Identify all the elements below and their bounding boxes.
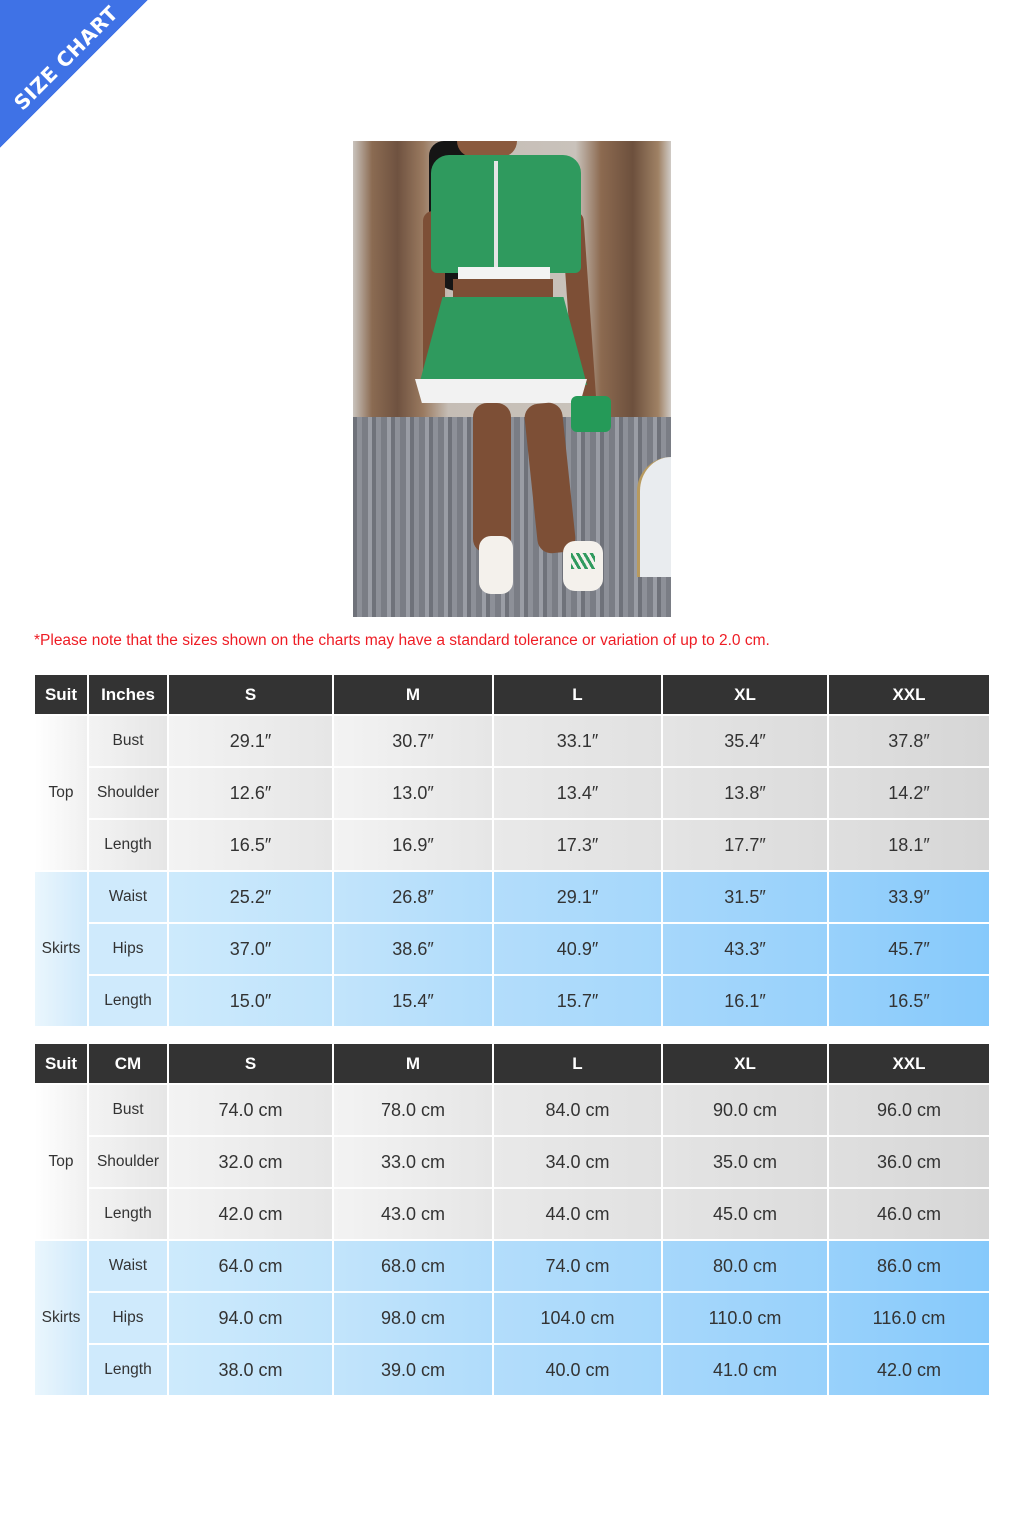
measure-label: Waist (89, 1241, 167, 1291)
size-value: 80.0 cm (663, 1241, 827, 1291)
size-value: 42.0 cm (829, 1345, 989, 1395)
measure-label: Waist (89, 872, 167, 922)
photo-leg-left (473, 403, 511, 553)
header-size-xl: XL (663, 1044, 827, 1083)
size-value: 90.0 cm (663, 1085, 827, 1135)
size-chart-ribbon (0, 0, 148, 148)
size-value: 29.1″ (494, 872, 661, 922)
cm-size-table (33, 1042, 991, 1397)
header-size-s: S (169, 675, 332, 714)
table-header-row (35, 675, 989, 714)
size-value: 16.5″ (169, 820, 332, 870)
size-value: 98.0 cm (334, 1293, 492, 1343)
tolerance-note: *Please note that the sizes shown on the charts may have a standard tolerance or variation of up to 2.0 cm. (34, 632, 770, 649)
size-value: 38.6″ (334, 924, 492, 974)
photo-crop-top (431, 155, 581, 273)
measure-label: Shoulder (89, 1137, 167, 1187)
table-row (35, 872, 989, 922)
size-value: 43.3″ (663, 924, 827, 974)
size-value: 45.0 cm (663, 1189, 827, 1239)
size-value: 30.7″ (334, 716, 492, 766)
size-value: 16.5″ (829, 976, 989, 1026)
size-value: 64.0 cm (169, 1241, 332, 1291)
size-value: 35.0 cm (663, 1137, 827, 1187)
size-value: 40.0 cm (494, 1345, 661, 1395)
size-value: 68.0 cm (334, 1241, 492, 1291)
size-value: 44.0 cm (494, 1189, 661, 1239)
table-row (35, 924, 989, 974)
product-photo (353, 141, 671, 617)
size-value: 116.0 cm (829, 1293, 989, 1343)
size-value: 33.1″ (494, 716, 661, 766)
header-suit: Suit (35, 1044, 87, 1083)
header-size-l: L (494, 1044, 661, 1083)
table-row (35, 1189, 989, 1239)
size-value: 29.1″ (169, 716, 332, 766)
photo-zipper (494, 161, 498, 279)
size-value: 18.1″ (829, 820, 989, 870)
photo-handbag (571, 396, 611, 432)
table-header-row (35, 1044, 989, 1083)
header-size-m: M (334, 1044, 492, 1083)
table-row (35, 768, 989, 818)
photo-mirror (637, 457, 671, 577)
size-value: 86.0 cm (829, 1241, 989, 1291)
measure-label: Length (89, 1345, 167, 1395)
group-top: Top (35, 716, 87, 870)
measure-label: Bust (89, 716, 167, 766)
size-value: 46.0 cm (829, 1189, 989, 1239)
size-value: 34.0 cm (494, 1137, 661, 1187)
measure-label: Bust (89, 1085, 167, 1135)
measure-label: Length (89, 976, 167, 1026)
size-value: 74.0 cm (169, 1085, 332, 1135)
size-value: 15.4″ (334, 976, 492, 1026)
size-value: 13.4″ (494, 768, 661, 818)
size-value: 13.0″ (334, 768, 492, 818)
table-row (35, 820, 989, 870)
size-value: 16.1″ (663, 976, 827, 1026)
table-row (35, 716, 989, 766)
header-size-m: M (334, 675, 492, 714)
size-value: 43.0 cm (334, 1189, 492, 1239)
size-value: 26.8″ (334, 872, 492, 922)
measure-label: Length (89, 1189, 167, 1239)
size-value: 17.3″ (494, 820, 661, 870)
size-value: 32.0 cm (169, 1137, 332, 1187)
size-value: 17.7″ (663, 820, 827, 870)
measure-label: Hips (89, 924, 167, 974)
photo-shoe-left (479, 536, 513, 594)
size-value: 31.5″ (663, 872, 827, 922)
size-value: 15.7″ (494, 976, 661, 1026)
size-value: 78.0 cm (334, 1085, 492, 1135)
header-size-xxl: XXL (829, 1044, 989, 1083)
inches-size-table (33, 673, 991, 1028)
size-value: 37.0″ (169, 924, 332, 974)
table-row (35, 1293, 989, 1343)
size-value: 35.4″ (663, 716, 827, 766)
measure-label: Shoulder (89, 768, 167, 818)
size-value: 74.0 cm (494, 1241, 661, 1291)
ribbon-label: SIZE CHART (9, 1, 123, 115)
table-row (35, 1241, 989, 1291)
photo-floor (353, 417, 671, 617)
size-value: 38.0 cm (169, 1345, 332, 1395)
size-value: 39.0 cm (334, 1345, 492, 1395)
size-value: 110.0 cm (663, 1293, 827, 1343)
photo-skirt-hem (415, 379, 587, 403)
header-size-xl: XL (663, 675, 827, 714)
size-value: 33.9″ (829, 872, 989, 922)
size-value: 25.2″ (169, 872, 332, 922)
size-value: 42.0 cm (169, 1189, 332, 1239)
size-value: 94.0 cm (169, 1293, 332, 1343)
measure-label: Hips (89, 1293, 167, 1343)
photo-shoe-stripes (571, 553, 595, 569)
header-size-xxl: XXL (829, 675, 989, 714)
size-value: 12.6″ (169, 768, 332, 818)
size-value: 37.8″ (829, 716, 989, 766)
size-value: 41.0 cm (663, 1345, 827, 1395)
size-value: 96.0 cm (829, 1085, 989, 1135)
header-suit: Suit (35, 675, 87, 714)
group-skirts: Skirts (35, 872, 87, 1026)
size-value: 84.0 cm (494, 1085, 661, 1135)
photo-midriff (453, 279, 553, 299)
header-unit: CM (89, 1044, 167, 1083)
table-row (35, 1085, 989, 1135)
photo-top-band (458, 267, 550, 279)
size-value: 33.0 cm (334, 1137, 492, 1187)
header-size-l: L (494, 675, 661, 714)
header-unit: Inches (89, 675, 167, 714)
size-value: 14.2″ (829, 768, 989, 818)
size-value: 104.0 cm (494, 1293, 661, 1343)
size-value: 40.9″ (494, 924, 661, 974)
table-row (35, 976, 989, 1026)
measure-label: Length (89, 820, 167, 870)
table-row (35, 1345, 989, 1395)
size-value: 15.0″ (169, 976, 332, 1026)
size-value: 45.7″ (829, 924, 989, 974)
photo-skirt (419, 297, 587, 385)
size-value: 36.0 cm (829, 1137, 989, 1187)
size-value: 16.9″ (334, 820, 492, 870)
size-value: 13.8″ (663, 768, 827, 818)
group-skirts: Skirts (35, 1241, 87, 1395)
group-top: Top (35, 1085, 87, 1239)
header-size-s: S (169, 1044, 332, 1083)
table-row (35, 1137, 989, 1187)
